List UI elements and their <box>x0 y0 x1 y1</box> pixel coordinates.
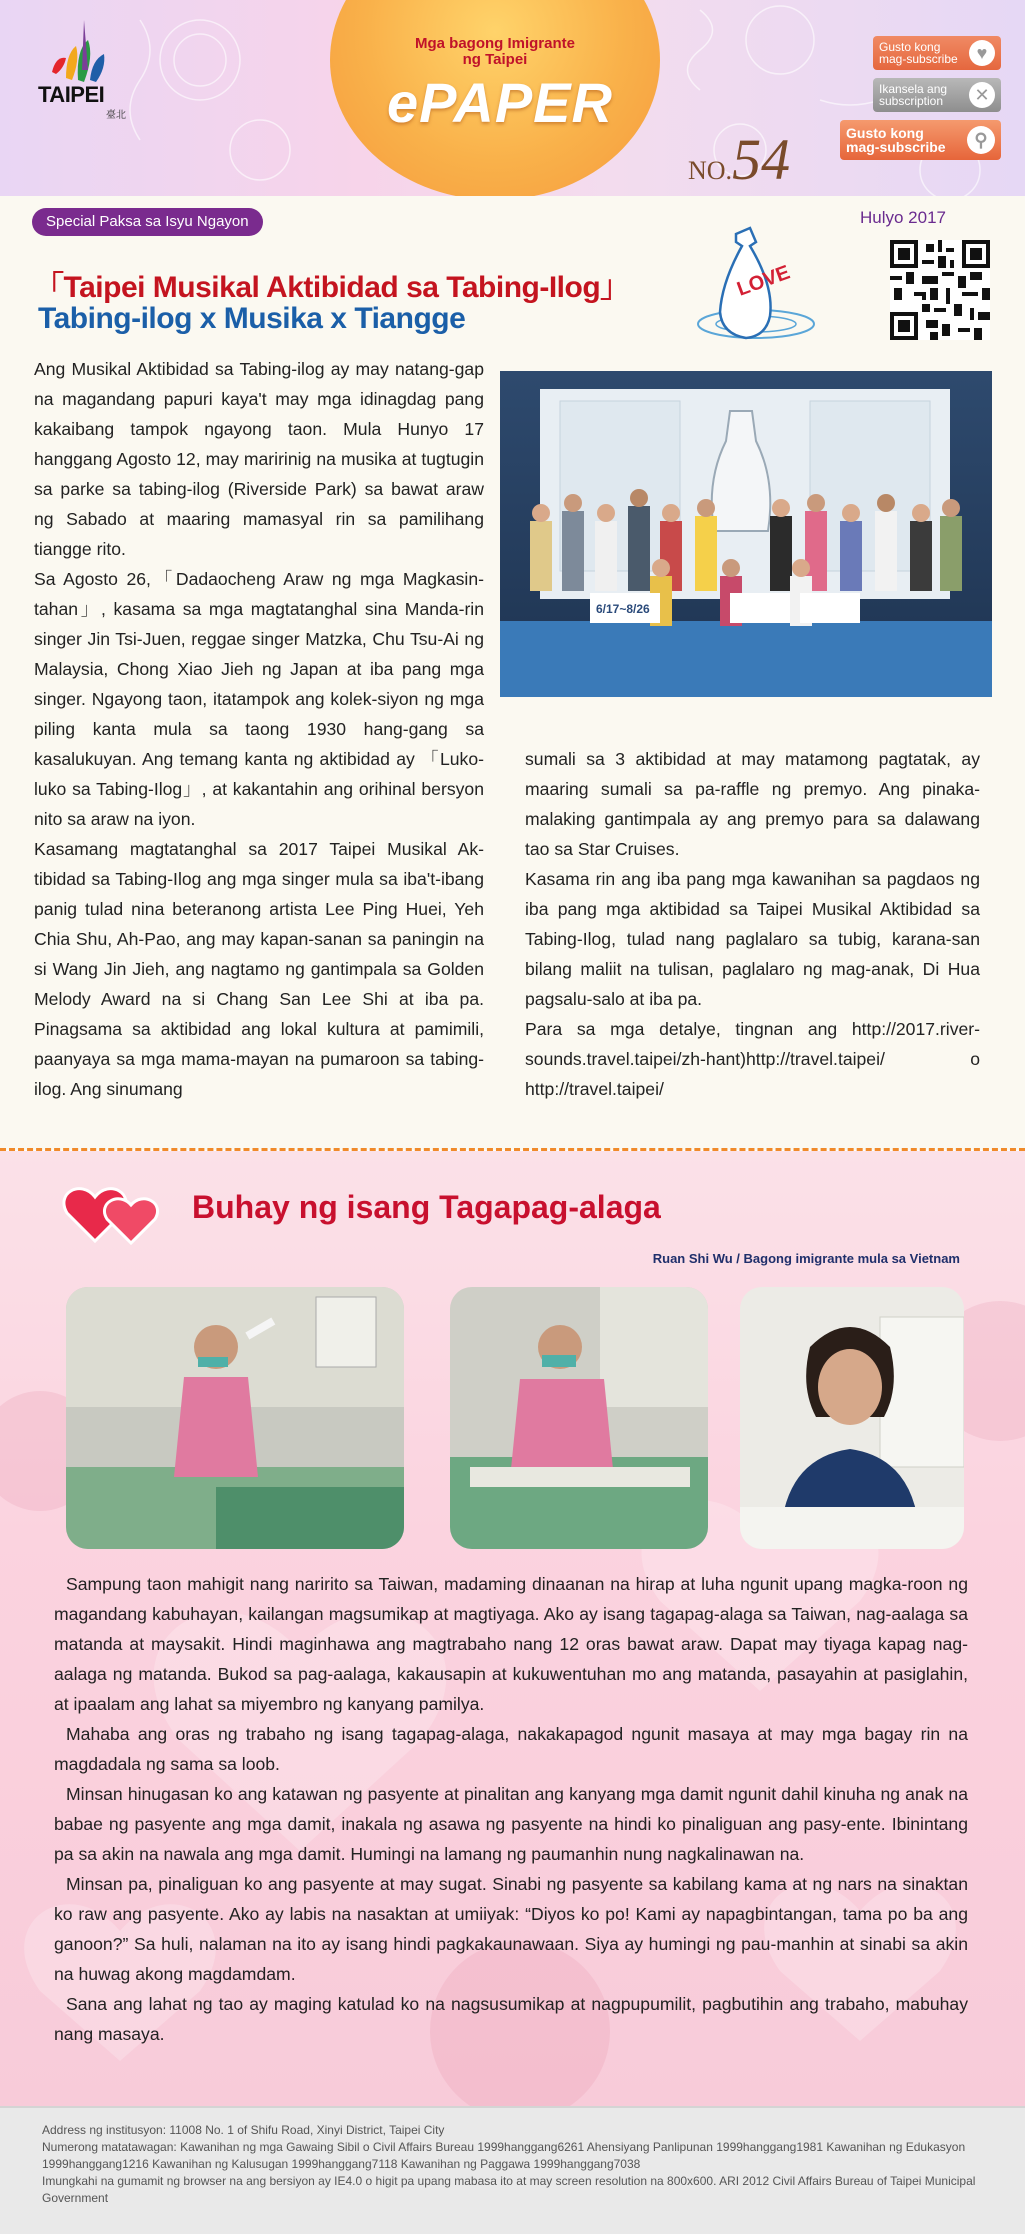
hearts-icon <box>55 1173 175 1253</box>
article-subtitle: Tabing-ilog x Musika x Tiangge <box>38 302 466 335</box>
paragraph: Sa Agosto 26,「Dadaocheng Araw ng mga Magkasin-tahan」, kasama sa mga magtatanghal sina Manda-rin singer Jin Tsi-Juen, reggae singer Matzka, Chu Tsu-Ai ng Malaysia, Chong Xiao Jieh ng Japan at iba pang mga singer. Ngayong taon, itatampok ang kolek-siyon ng mga piling kanta mula sa taong 1930 hang-gang sa kasalukuyan. Ang temang kanta ng aktibidad ay 「Luko-luko sa Tabing-Ilog」, at kakantahin ang orihinal bersyon nito sa araw na iyon. <box>34 569 484 829</box>
header-subtitle: Mga bagong Imigrante ng Taipei <box>414 35 575 68</box>
article-tagapag-alaga <box>0 1151 1025 2106</box>
caregiver-photo-1-image <box>66 1287 404 1549</box>
heart-icon: ♥ <box>969 40 995 66</box>
paragraph: Mahaba ang oras ng trabaho ng isang tagapag-alaga, nakakapagod ngunit masaya at may mga bagay rin na magdadala ng sama sa loob. <box>54 1724 968 1774</box>
subscribe-button[interactable]: Gusto kong mag-subscribe ♥ <box>873 36 1001 70</box>
article-body <box>54 1569 968 2049</box>
photo-sign-text: 6/17~8/26 <box>596 602 650 616</box>
footer-address: Address ng institusyon: 11008 No. 1 of Shifu Road, Xinyi District, Taipei City <box>42 2123 445 2137</box>
qr-code-icon[interactable] <box>890 240 990 340</box>
logo-subtext: 臺北 <box>106 110 126 121</box>
love-bottle-icon <box>696 226 826 346</box>
close-icon: ✕ <box>969 82 995 108</box>
article-title: 「Taipei Musikal Aktibidad sa Tabing-Ilog」 <box>34 271 630 304</box>
header-title: ePAPER <box>387 71 613 134</box>
paragraph: Sampung taon mahigit nang naririto sa Taiwan, madaming dinaanan na hirap at luha ngunit upang magka-roon ng magandang kabuhayan, kailangan magsumikap at magtiyaga. Ako ay isang tagapag-alaga sa Taiwan, nag-aalaga sa matanda at maysakit. Hindi maginhawa ang magtrabaho nang 12 oras bawat araw. Dapat may tiyaga kapag nag-aalaga ng matanda. Bukod sa pag-aalaga, kakausapin at kukuwentuhan mo ang matanda, pasayahin at pasiglahin, at ipaalam ang lahat sa miyembro ng kanyang pamilya. <box>54 1574 968 1714</box>
unsubscribe-button[interactable]: Ikansela ang subscription ✕ <box>873 78 1001 112</box>
caregiver-photo-1 <box>66 1287 404 1549</box>
bottle-text: LOVE <box>734 261 793 301</box>
logo-text: TAIPEI <box>38 82 105 107</box>
paragraph: Ang Musikal Aktibidad sa Tabing-ilog ay may natang-gap na magandang papuri kaya't may mga idinagdag pang kakaibang tampok ngayong taon. Mula Hunyo 17 hanggang Agosto 12, may maririnig na musika at tugtugin sa parke sa tabing-ilog (Riverside Park) sa bawat araw ng Sabado at maaring mamasyal rin sa pamilihang tiangge rito. <box>34 359 484 559</box>
paragraph: Kasamang magtatanghal sa 2017 Taipei Musikal Ak-tibidad sa Tabing-Ilog ang mga singer mula sa iba't-ibang panig tulad nina beteranong artista Lee Ping Huei, Yeh Chia Shu, Ah-Pao, ang may kapan-sanan sa paningin na si Wang Jin Jieh, ang nagtamo ng gantimpala sa Golden Melody Award na si Chang San Lee Shi at iba pa. Pinagsama sa aktibidad ang lokal kultura at pamimili, paanyaya sa mga mama-mayan na pumaroon sa tabing-ilog. Ang sinumang <box>34 839 484 1099</box>
caregiver-portrait-photo <box>740 1287 964 1549</box>
article-column-1 <box>34 354 484 1104</box>
footer-phone-numbers: Numerong matatawagan: Kawanihan ng mga Gawaing Sibil o Civil Affairs Bureau 1999hanggang6261 Ahensiyang Panlipunan 1999hanggang1981 Kawanihan ng Edukasyon 1999hanggang1216 Kawanihan ng Kalusugan 1999hanggang7118 Kawanihan ng Paggawa 1999hanggang7038 <box>42 2140 966 2171</box>
footer <box>0 2106 1025 2234</box>
caregiver-photo-2 <box>450 1287 708 1549</box>
paragraph: Sana ang lahat ng tao ay maging katulad ko na nagsusumikap at nagpupumilit, pagbutihin ang trabaho, mabuhay nang masaya. <box>54 1994 968 2044</box>
paragraph[interactable]: Para sa mga detalye, tingnan ang http://2017.river-sounds.travel.taipei/zh-hant)http://travel.taipei/ o http://travel.taipei/ <box>525 1019 980 1099</box>
caregiver-photo-2-image <box>450 1287 708 1549</box>
article-title: Buhay ng isang Tagapag-alaga <box>192 1189 661 1225</box>
concert-stage-photo <box>500 371 992 697</box>
concert-photo-image <box>500 371 992 697</box>
paragraph: sumali sa 3 aktibidad at may matamong pagtatak, ay maaring sumali sa pa-raffle ng premyo. Ang pinaka-malaking gantimpala ay ang premyo para sa dalawang tao sa Star Cruises. <box>525 749 980 859</box>
caregiver-portrait-image <box>740 1287 964 1549</box>
issue-date: Hulyo 2017 <box>860 208 947 227</box>
paragraph: Kasama rin ang iba pang mga kawanihan sa pagdaos ng iba pang mga aktibidad sa Taipei Musikal Aktibidad sa Tabing-Ilog, tulad nang paglalaro sa tubig, karana-san bilang maliit na tulisan, paglalaro ng mag-anak, Di Hua pagsalu-salo at iba pa. <box>525 869 980 1009</box>
search-icon: ⚲ <box>967 126 995 154</box>
author-byline: Ruan Shi Wu / Bagong imigrante mula sa Vietnam <box>652 1251 960 1266</box>
special-topic-badge: Special Paksa sa Isyu Ngayon <box>32 208 263 236</box>
footer-browser-note: Imungkahi na gumamit ng browser na ang bersiyon ay IE4.0 o higit pa upang mabasa ito at may screen resolution na 800x600. ARI 2012 Civil Affairs Bureau of Taipei Municipal Government <box>42 2174 976 2205</box>
issue-number: NO.54 <box>688 127 791 192</box>
paragraph: Minsan pa, pinaliguan ko ang pasyente at may sugat. Sinabi ng pasyente sa kabilang kama at ng nars na sinaktan ko raw ang pasyente. Ako ay labis na nasaktan at umiiyak: “Diyos ko po! Kami ay napagbintangan, tama po ba ang ganoon?” Sa huli, nalaman na ito ay isang hindi pagkakaunawaan. Siya ay humingi ng pau-manhin at sinabi sa akin na huwag akong magdamdam. <box>54 1874 968 1984</box>
header-banner <box>0 0 1025 196</box>
article-column-2 <box>525 744 980 1104</box>
article-taipei-musikal <box>0 196 1025 1150</box>
subscribe-search-button[interactable]: Gusto kong mag-subscribe ⚲ <box>840 120 1001 160</box>
paragraph: Minsan hinugasan ko ang katawan ng pasyente at pinalitan ang kanyang mga damit ngunit dahil kinuha ng anak na babae ng pasyente ang mga damit, inakala ng asawa ng pasyente na hindi ko pinaliguan ang pasy-ente. Ibinintang pa sa akin na nawala ang mga damit. Humingi na lamang ng paumanhin nung nagkalinawan na. <box>54 1784 968 1864</box>
